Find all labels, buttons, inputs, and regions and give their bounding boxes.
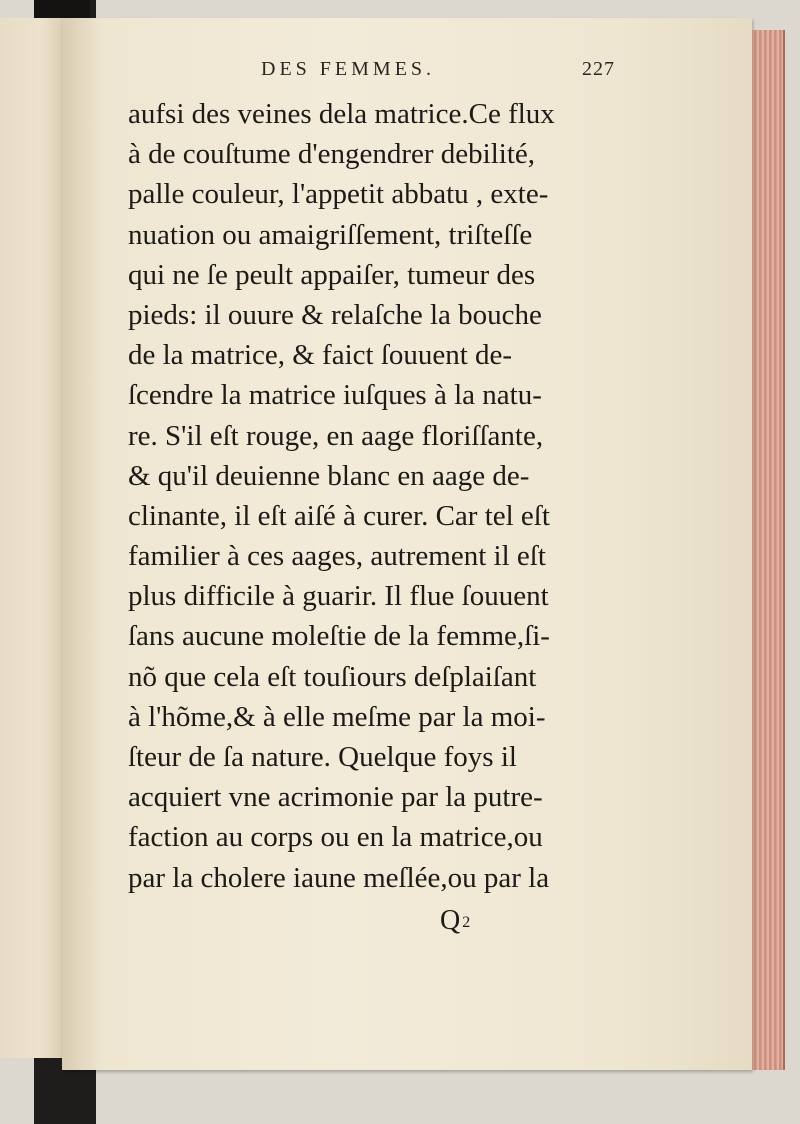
text-line: par la cholere iaune meſlée,ou par la xyxy=(128,861,550,894)
text-line: palle couleur, l'appetit abbatu , exte- xyxy=(128,178,549,211)
text-line: ſcendre la matrice iuſques à la natu- xyxy=(128,379,542,412)
text-line: qui ne ſe peult appaiſer, tumeur des xyxy=(128,258,536,291)
text-line: pieds: il ouure & relaſche la bouche xyxy=(128,298,542,331)
text-line: faction au corps ou en la matrice,ou xyxy=(128,821,543,854)
body-text xyxy=(128,94,610,898)
text-line: de la matrice, & faict ſouuent de- xyxy=(128,339,513,372)
text-line: aufsi des veines dela matrice.Ce flux xyxy=(128,98,555,130)
text-line: familier à ces aages, autrement il eſt xyxy=(128,540,546,573)
running-title: DES FEMMES. xyxy=(261,58,436,80)
running-header xyxy=(255,58,615,88)
text-line: plus difficile à guarir. Il flue ſouuent xyxy=(128,580,549,613)
text-line: nõ que cela eſt touſiours deſplaiſant xyxy=(128,660,537,693)
text-line: nuation ou amaigriſſement, triſteſſe xyxy=(128,218,533,251)
page-number: 227 xyxy=(582,58,615,80)
text-line: ſans aucune moleſtie de la femme,ſi- xyxy=(128,620,550,653)
text-line: re. S'il eſt rouge, en aage floriſſante, xyxy=(128,419,544,452)
text-line: acquiert vne acrimonie par la putre- xyxy=(128,781,543,814)
text-line: à de couſtume d'engendrer debilité, xyxy=(128,138,536,171)
show-through-marginalia xyxy=(620,300,710,380)
signature-number: 2 xyxy=(462,913,471,931)
signature-letter: Q xyxy=(440,905,461,936)
text-line: ſteur de ſa nature. Quelque foys il xyxy=(128,741,517,773)
text-line: & qu'il deuienne blanc en aage de- xyxy=(128,459,530,492)
text-line: clinante, il eſt aiſé à curer. Car tel eſt xyxy=(128,499,550,532)
text-line: à l'hõme,& à elle meſme par la moi- xyxy=(128,700,546,733)
signature-mark xyxy=(440,905,470,937)
facing-page-edge xyxy=(0,18,67,1058)
